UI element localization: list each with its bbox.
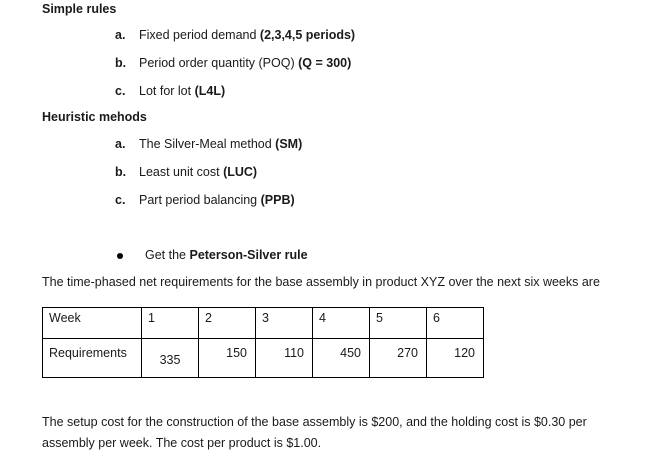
table-cell	[199, 308, 256, 339]
simple-rules-heading: Simple rules	[42, 2, 117, 16]
table-cell	[142, 308, 199, 339]
bullet-text: Get the	[145, 248, 190, 262]
item-bold: (SM)	[275, 137, 303, 151]
table-row	[43, 308, 484, 339]
requirement-value: 120	[454, 346, 475, 360]
requirement-value: 450	[340, 346, 361, 360]
item-label: a.	[115, 137, 126, 151]
item-label: a.	[115, 28, 126, 42]
bullet-bold: Peterson-Silver rule	[189, 248, 308, 262]
table-cell	[256, 308, 313, 339]
table-cell	[313, 339, 370, 378]
bullet-dot-icon	[117, 253, 123, 259]
item-text: Period order quantity (POQ)	[139, 56, 299, 70]
week-number: 5	[376, 311, 383, 325]
item-bold: (L4L)	[194, 84, 226, 98]
item-text: Lot for lot	[139, 84, 195, 98]
table-cell	[199, 339, 256, 378]
week-number: 2	[205, 311, 212, 325]
week-number: 6	[433, 311, 440, 325]
simple-rule-item	[115, 56, 351, 70]
week-number: 3	[262, 311, 269, 325]
requirement-value: 335	[159, 353, 181, 367]
item-label: c.	[115, 193, 126, 207]
heuristic-item	[115, 193, 295, 207]
table-cell	[43, 339, 142, 378]
item-text: The Silver-Meal method	[139, 137, 276, 151]
item-bold: (LUC)	[223, 165, 258, 179]
item-bold: (PPB)	[260, 193, 295, 207]
table-cell	[43, 308, 142, 339]
item-text: Least unit cost	[139, 165, 224, 179]
heuristic-heading: Heuristic mehods	[42, 110, 147, 124]
requirements-table	[42, 307, 484, 378]
table-cell	[313, 308, 370, 339]
item-text: Part period balancing	[139, 193, 261, 207]
requirements-header: Requirements	[49, 346, 127, 360]
table-cell	[370, 308, 427, 339]
table-cell	[370, 339, 427, 378]
footer-line: assembly per week. The cost per product is $1.00.	[42, 436, 322, 450]
requirement-value: 110	[284, 346, 304, 360]
item-label: c.	[115, 84, 126, 98]
table-cell	[427, 339, 484, 378]
requirement-value: 150	[226, 346, 247, 360]
item-label: b.	[115, 165, 127, 179]
requirement-value: 270	[397, 346, 418, 360]
intro-text: The time-phased net requirements for the base assembly in product XYZ over the next six weeks are	[42, 275, 600, 289]
bullet-item	[117, 248, 308, 262]
item-bold: (2,3,4,5 periods)	[259, 28, 356, 42]
footer-line: The setup cost for the construction of the base assembly is $200, and the holding cost is $0.30 per	[42, 415, 587, 429]
week-number: 1	[148, 311, 155, 325]
table-cell	[427, 308, 484, 339]
heuristic-item	[115, 137, 302, 151]
simple-rule-item	[115, 28, 355, 42]
heuristic-item	[115, 165, 257, 179]
item-text: Fixed period demand	[139, 28, 260, 42]
item-bold: (Q = 300)	[298, 56, 352, 70]
table-row	[43, 339, 484, 378]
week-number: 4	[319, 311, 326, 325]
table-cell	[256, 339, 313, 378]
week-header: Week	[49, 311, 81, 325]
item-label: b.	[115, 56, 127, 70]
table-cell	[142, 339, 199, 378]
simple-rule-item	[115, 84, 225, 98]
